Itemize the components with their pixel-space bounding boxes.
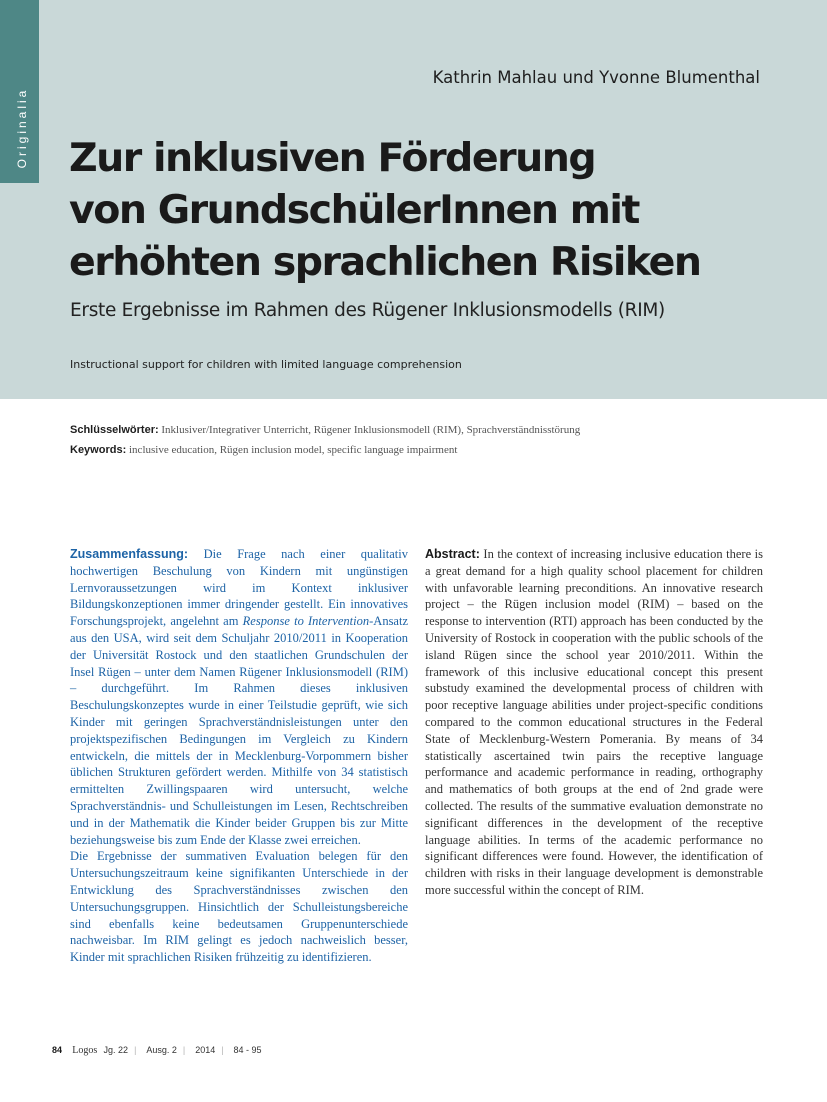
keywords-german xyxy=(70,424,580,436)
abstract-english xyxy=(425,546,763,899)
title-line: erhöhten sprachlichen Risiken xyxy=(69,239,701,285)
year: 2014 xyxy=(195,1045,216,1055)
keywords-english xyxy=(70,444,457,456)
authors: Kathrin Mahlau und Yvonne Blumenthal xyxy=(432,68,760,87)
keywords-german-text: Inklusiver/Integrativer Unterricht, Rügener Inklusionsmodell (RIM), Sprachverständnisstörung xyxy=(161,424,581,436)
title-line: Zur inklusiven Förderung xyxy=(69,135,596,181)
summary-text: Die Frage nach einer qualitativ hochwertigen Beschulung von Kindern mit ungünstigen Lernvoraussetzungen wird im Kontext inklusiver Bildungskonzeptionen immer dringender gestellt. Ein innovatives Forschungsprojekt, angelehnt am xyxy=(70,547,408,629)
summary-text: -Ansatz aus den USA, wird seit dem Schuljahr 2010/2011 in Kooperation der Universität Rostock und den staatlichen Grundschulen der Insel Rügen – unter dem Namen Rügener Inklusionsmodell (RIM) – durchgeführt. Im Rahmen dieses inklusiven Beschulungskonzeptes wurde in einer Teilstudie geprüft, wie sich Kinder mit geringen Sprachverständnisleistungen unter den projektspezifischen Bedingungen im Vergleich zu Kindern entwickeln, die mittels der in Mecklenburg-Vorpommern bisher üblichen Strukturen gefördert werden. Mithilfe von 34 statistisch ermittelten Zwillingspaaren wird untersucht, welche Sprachverständnis- und Schulleistungen im Lesen, Rechtschreiben und in der Mathematik die Kinder beider Gruppen bis zur Mitte beziehungsweise bis zum Ende der Klasse zwei erreichen. xyxy=(70,614,408,847)
page-number: 84 xyxy=(52,1045,63,1055)
keywords-english-label: Keywords: xyxy=(70,444,127,456)
abstract-paragraph xyxy=(425,546,763,899)
summary-german xyxy=(70,546,408,966)
title-line: von GrundschülerInnen mit xyxy=(69,187,639,233)
volume: Jg. 22 xyxy=(103,1045,129,1055)
separator: | xyxy=(221,1045,224,1055)
summary-italic-term: Response to Intervention xyxy=(242,614,370,629)
section-tab-label: Originalia xyxy=(15,87,29,169)
english-title: Instructional support for children with limited language comprehension xyxy=(70,358,462,371)
separator: | xyxy=(183,1045,185,1055)
page-footer xyxy=(52,1045,262,1056)
section-tab xyxy=(0,0,39,183)
keywords-german-label: Schlüsselwörter: xyxy=(70,424,159,436)
summary-paragraph: Die Ergebnisse der summativen Evaluation belegen für den Untersuchungszeitraum keine signifikanten Unterschiede in der Entwicklung des Sprachverständnisses zwischen den Untersuchungsgruppen. Hinsichtlich der Schulleistungsbereiche sind ebenfalls keine bedeutsamen Gruppenunterschiede nachweisbar. Im RIM gelingt es jedoch nachweislich besser, Kinder mit sprachlichen Risiken frühzeitig zu identifizieren. xyxy=(70,849,408,965)
abstract-label: Abstract: xyxy=(425,547,480,561)
summary-paragraph xyxy=(70,546,408,848)
keywords-english-text: inclusive education, Rügen inclusion model, specific language impairment xyxy=(129,444,458,456)
separator: | xyxy=(134,1045,137,1055)
page-range: 84 - 95 xyxy=(233,1045,262,1055)
issue: Ausg. 2 xyxy=(146,1045,177,1055)
summary-label: Zusammenfassung: xyxy=(70,547,189,561)
article-subtitle: Erste Ergebnisse im Rahmen des Rügener Inklusionsmodells (RIM) xyxy=(70,300,665,321)
article-title xyxy=(69,132,809,288)
abstract-text: In the context of increasing inclusive education there is a great demand for a high quality school placement for children with unfavorable learning preconditions. An innovative research project – the Rügen inclusion model (RIM) – based on the response to intervention (RTI) approach has been conducted by the University of Rostock in cooperation with the public schools of the island Rügen since the school year 2010/2011. Within the framework of this inclusive educational concept this present substudy examined the developmental process of children with poor receptive language abilities under project-specific conditions compared to the common educational structures in the Federal State of Mecklenburg-Western Pomerania. By means of 34 statistically ascertained twin pairs the receptive language performance and academic performance in reading, orthography and mathematics of both groups at the end of 2nd grade were collected. The results of the summative evaluation demonstrate no significant differences in the development of the receptive language abilities. In terms of the academic performance no significant differences were found. However, the identification of children with risks in their language development is demonstrable more successful within the concept of RIM. xyxy=(425,547,764,897)
journal-name: Logos xyxy=(72,1045,98,1056)
